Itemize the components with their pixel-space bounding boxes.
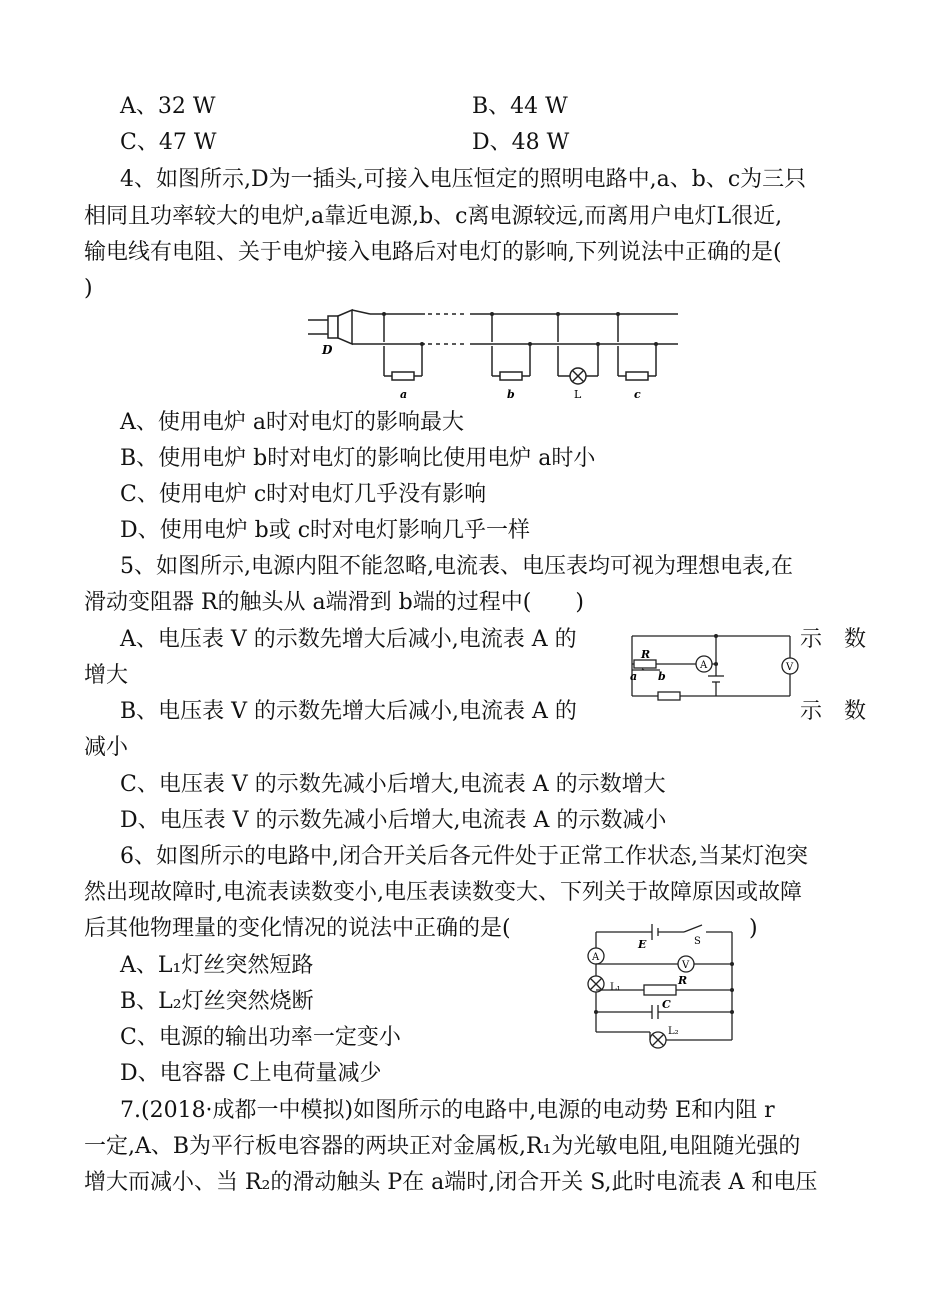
label-b: b: [507, 388, 515, 401]
q7-stem-line1: 7.(2018·成都一中模拟)如图所示的电路中,电源的电动势 E和内阻 r: [120, 1098, 775, 1123]
q6-stem-line2: 然出现故障时,电流表读数变小,电压表读数变大、下列关于故障原因或故障: [84, 880, 802, 905]
q5-label-r: R: [641, 648, 651, 661]
q5-stem-line1: 5、如图所示,电源内阻不能忽略,电流表、电压表均可视为理想电表,在: [120, 554, 793, 579]
q6-label-c: C: [662, 998, 671, 1011]
q6-stem-line3: 后其他物理量的变化情况的说法中正确的是(: [84, 916, 511, 941]
q4-stem-line1: 4、如图所示,D为一插头,可接入电压恒定的照明电路中,a、b、c为三只: [120, 167, 807, 192]
q6-stem-line3-end: ): [749, 916, 758, 941]
q6-label-s: S: [694, 936, 701, 947]
q4-option-d: D、使用电炉 b或 c时对电灯影响几乎一样: [120, 518, 531, 543]
q6-circuit-figure: [582, 920, 742, 1058]
q6-voltmeter-label: V: [682, 960, 690, 971]
q7-stem-line3: 增大而减小、当 R₂的滑动触头 P在 a端时,闭合开关 S,此时电流表 A 和电压: [84, 1170, 818, 1195]
q7-stem-line2: 一定,A、B为平行板电容器的两块正对金属板,R₁为光敏电阻,电阻随光强的: [84, 1134, 801, 1159]
q6-option-a: A、L₁灯丝突然短路: [120, 953, 314, 978]
q4-stem-line2: 相同且功率较大的电炉,a靠近电源,b、c离电源较远,而离用户电灯L很近,: [84, 204, 783, 229]
q4-option-b: B、使用电炉 b时对电灯的影响比使用电炉 a时小: [120, 446, 596, 471]
q6-option-d: D、电容器 C上电荷量减少: [120, 1061, 382, 1086]
q5-circuit-figure: [620, 630, 800, 710]
q6-stem-line1: 6、如图所示的电路中,闭合开关后各元件处于正常工作状态,当某灯泡突: [120, 844, 808, 869]
q5-option-b-line1: B、电压表 V 的示数先增大后减小,电流表 A 的: [120, 699, 577, 724]
q5-option-c: C、电压表 V 的示数先减小后增大,电流表 A 的示数增大: [120, 772, 666, 797]
q4-stem-line3: 输电线有电阻、关于电炉接入电路后对电灯的影响,下列说法中正确的是(: [84, 240, 782, 265]
q6-label-l1: L₁: [610, 982, 621, 993]
q5-option-d: D、电压表 V 的示数先减小后增大,电流表 A 的示数减小: [120, 808, 667, 833]
q4-circuit-figure: [300, 300, 690, 410]
q4-option-c: C、使用电炉 c时对电灯几乎没有影响: [120, 482, 487, 507]
q4-stem-line4: ): [84, 276, 93, 301]
q6-label-l2: L₂: [668, 1026, 679, 1037]
plug-label: D: [322, 343, 333, 357]
q5-option-b-tail: 示 数: [800, 699, 867, 724]
q6-label-r: R: [678, 974, 688, 987]
q3-option-a: A、32 W: [120, 94, 216, 119]
q3-option-c: C、47 W: [120, 130, 217, 155]
q3-option-d: D、48 W: [472, 130, 570, 155]
q5-stem-line2: 滑动变阻器 R的触头从 a端滑到 b端的过程中( ): [84, 590, 584, 615]
q5-option-a-line1: A、电压表 V 的示数先增大后减小,电流表 A 的: [120, 627, 577, 652]
label-c: c: [634, 388, 641, 401]
ammeter-label: A: [700, 660, 708, 671]
voltmeter-label: V: [786, 662, 794, 673]
q4-option-a: A、使用电炉 a时对电灯的影响最大: [120, 410, 464, 435]
q6-option-b: B、L₂灯丝突然烧断: [120, 989, 314, 1014]
q6-label-e: E: [638, 938, 647, 951]
label-a: a: [400, 388, 408, 401]
q5-label-a: a: [630, 670, 638, 683]
q5-option-b-line2: 减小: [84, 735, 129, 760]
q6-ammeter-label: A: [592, 952, 600, 963]
q3-option-b: B、44 W: [472, 94, 568, 119]
q5-option-a-line2: 增大: [84, 663, 129, 688]
q5-option-a-tail: 示 数: [800, 627, 867, 652]
q6-option-c: C、电源的输出功率一定变小: [120, 1025, 401, 1050]
q5-label-b: b: [658, 670, 666, 683]
label-l: L: [574, 388, 582, 401]
